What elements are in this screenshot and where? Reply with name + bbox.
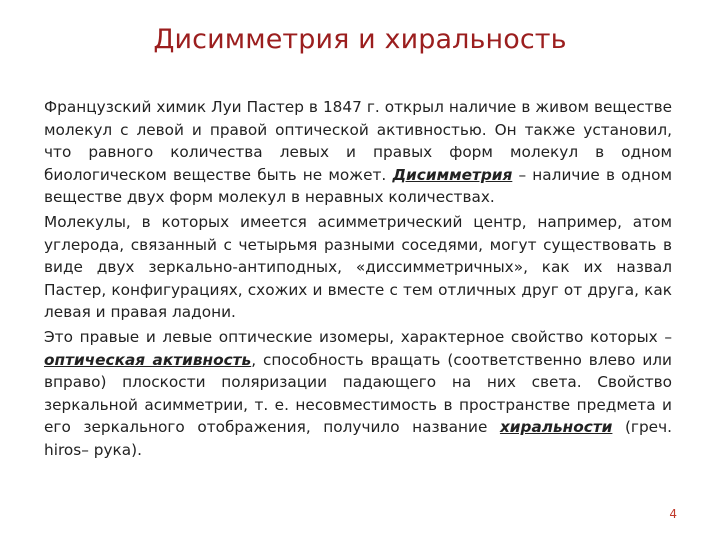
slide-body: [44, 96, 672, 464]
paragraph-text: (греч. hiros– рука).: [44, 418, 672, 459]
term-dissymmetry: Дисимметрия: [392, 165, 513, 184]
paragraph-text: , способность вращать (соответственно влево или вправо) плоскости поляризации падающего на них света. Свойство зеркальной асимметрии, т. е. несовместимость в пространстве предмета и его зеркального отображения, получило название: [44, 350, 672, 437]
page-number: 4: [669, 507, 677, 521]
paragraph-text: Молекулы, в которых имеется асимметрический центр, например, атом углерода, связанный с четырьмя разными соседями, могут существовать в виде двух зеркально-антиподных, «диссимметричных», как их назвал Пастер, конфигурациях, схожих и вместе с тем отличных друг от друга, как левая и правая ладони.: [44, 212, 672, 322]
term-optical-activity: оптическая активность: [44, 350, 252, 369]
paragraph-1: [44, 96, 672, 209]
paragraph-3: [44, 326, 672, 462]
paragraph-2: [44, 211, 672, 324]
paragraph-text: – наличие в одном веществе двух форм молекул в неравных количествах.: [44, 165, 672, 207]
slide-title: Дисимметрия и хиральность: [153, 24, 567, 55]
term-chirality: хиральности: [499, 418, 613, 437]
paragraph-text: Французский химик Луи Пастер в 1847 г. открыл наличие в живом веществе молекул с левой и правой оптической активностью. Он также установил, что равного количества левых и правых форм молекул в одном биологическом веществе быть не может.: [44, 98, 672, 184]
paragraph-text: Это правые и левые оптические изомеры, характерное свойство которых –: [44, 327, 672, 346]
